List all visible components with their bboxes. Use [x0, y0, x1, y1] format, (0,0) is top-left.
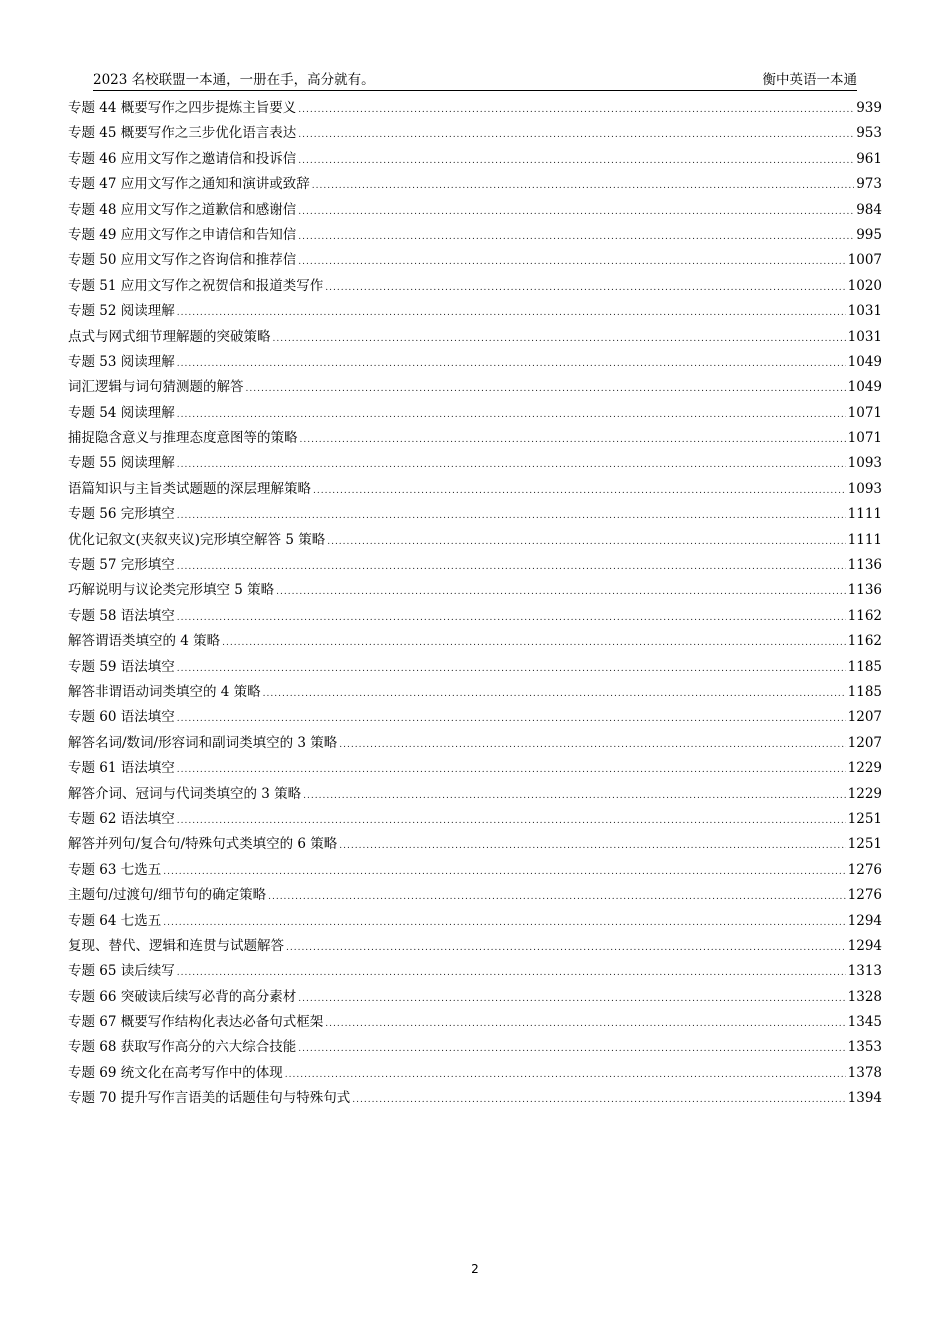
toc-entry-title: 专题 62 语法填空 — [68, 810, 175, 827]
toc-entry[interactable] — [68, 604, 882, 629]
toc-entry[interactable] — [68, 477, 882, 502]
toc-entry[interactable] — [68, 909, 882, 934]
toc-entry-title: 巧解说明与议论类完形填空 5 策略 — [68, 582, 275, 599]
toc-entry-page: 1185 — [847, 658, 882, 675]
toc-entry-title: 专题 52 阅读理解 — [68, 303, 175, 320]
toc-entry-page: 1276 — [847, 887, 882, 904]
toc-entry-page: 1185 — [847, 683, 882, 700]
toc-entry[interactable] — [68, 1010, 882, 1035]
toc-entry-title: 专题 54 阅读理解 — [68, 404, 175, 421]
toc-entry-page: 1251 — [847, 836, 882, 853]
toc-entry-title: 解答并列句/复合句/特殊句式类填空的 6 策略 — [68, 836, 338, 853]
toc-entry-title: 词汇逻辑与词句猜测题的解答 — [68, 379, 244, 396]
toc-entry-page: 1031 — [847, 328, 882, 345]
toc-entry[interactable] — [68, 705, 882, 730]
toc-entry[interactable] — [68, 274, 882, 299]
toc-entry[interactable] — [68, 680, 882, 705]
toc-entry[interactable] — [68, 934, 882, 959]
toc-leader-dots — [298, 105, 854, 115]
toc-entry-page: 1229 — [847, 760, 882, 777]
toc-entry[interactable] — [68, 629, 882, 654]
toc-entry-title: 专题 47 应用文写作之通知和演讲或致辞 — [68, 176, 310, 193]
toc-entry-title: 专题 53 阅读理解 — [68, 353, 175, 370]
toc-entry-title: 点式与网式细节理解题的突破策略 — [68, 328, 271, 345]
toc-entry-page: 1353 — [847, 1039, 882, 1056]
toc-entry-title: 专题 58 语法填空 — [68, 607, 175, 624]
toc-leader-dots — [163, 918, 845, 928]
toc-entry[interactable] — [68, 553, 882, 578]
toc-leader-dots — [327, 537, 845, 547]
toc-entry-page: 1093 — [847, 480, 882, 497]
toc-entry[interactable] — [68, 121, 882, 146]
toc-entry-page: 1111 — [847, 506, 882, 523]
toc-leader-dots — [298, 156, 854, 166]
toc-entry[interactable] — [68, 147, 882, 172]
toc-leader-dots — [298, 207, 854, 217]
toc-leader-dots — [268, 892, 846, 902]
toc-entry[interactable] — [68, 451, 882, 476]
toc-entry-title: 解答名词/数词/形容词和副词类填空的 3 策略 — [68, 734, 338, 751]
toc-entry[interactable] — [68, 350, 882, 375]
toc-entry[interactable] — [68, 401, 882, 426]
toc-leader-dots — [163, 867, 845, 877]
toc-leader-dots — [177, 460, 846, 470]
toc-leader-dots — [177, 765, 846, 775]
toc-entry-title: 主题句/过渡句/细节句的确定策略 — [68, 887, 267, 904]
toc-entry-title: 专题 56 完形填空 — [68, 506, 175, 523]
toc-leader-dots — [273, 334, 846, 344]
toc-leader-dots — [303, 791, 845, 801]
toc-entry-page: 1276 — [847, 861, 882, 878]
toc-leader-dots — [312, 181, 854, 191]
toc-entry[interactable] — [68, 1086, 882, 1111]
toc-entry[interactable] — [68, 782, 882, 807]
toc-entry[interactable] — [68, 1061, 882, 1086]
toc-entry-page: 1031 — [847, 303, 882, 320]
toc-entry[interactable] — [68, 96, 882, 121]
toc-entry-title: 复现、替代、逻辑和连贯与试题解答 — [68, 937, 284, 954]
toc-leader-dots — [177, 410, 846, 420]
toc-entry-page: 1162 — [847, 607, 882, 624]
toc-entry-page: 1049 — [847, 379, 882, 396]
toc-leader-dots — [177, 562, 846, 572]
toc-entry-page: 1251 — [847, 810, 882, 827]
toc-leader-dots — [177, 968, 846, 978]
toc-entry[interactable] — [68, 655, 882, 680]
toc-entry-title: 捕捉隐含意义与推理态度意图等的策略 — [68, 430, 298, 447]
toc-entry-page: 1071 — [847, 430, 882, 447]
toc-leader-dots — [300, 435, 846, 445]
toc-entry-title: 专题 66 突破读后续写必背的高分素材 — [68, 988, 297, 1005]
toc-leader-dots — [325, 283, 845, 293]
toc-leader-dots — [286, 943, 846, 953]
toc-entry[interactable] — [68, 858, 882, 883]
toc-entry-page: 1294 — [847, 912, 882, 929]
toc-entry-page: 1071 — [847, 404, 882, 421]
toc-leader-dots — [177, 359, 846, 369]
toc-leader-dots — [298, 257, 845, 267]
toc-entry-title: 专题 44 概要写作之四步提炼主旨要义 — [68, 100, 297, 116]
toc-leader-dots — [298, 130, 854, 140]
toc-entry-page: 939 — [856, 100, 882, 116]
toc-entry-title: 专题 61 语法填空 — [68, 760, 175, 777]
toc-entry-title: 语篇知识与主旨类试题题的深层理解策略 — [68, 480, 311, 497]
toc-entry-title: 优化记叙文(夹叙夹议)完形填空解答 5 策略 — [68, 531, 326, 548]
toc-leader-dots — [177, 816, 846, 826]
toc-entry-page: 1313 — [847, 963, 882, 980]
toc-leader-dots — [276, 587, 845, 597]
toc-entry-page: 1207 — [847, 709, 882, 726]
toc-entry[interactable] — [68, 807, 882, 832]
toc-entry-page: 995 — [856, 226, 882, 243]
toc-entry-title: 专题 55 阅读理解 — [68, 455, 175, 472]
toc-entry-title: 专题 64 七选五 — [68, 912, 162, 929]
toc-leader-dots — [325, 1019, 845, 1029]
toc-entry[interactable] — [68, 248, 882, 273]
toc-entry-title: 专题 50 应用文写作之咨询信和推荐信 — [68, 252, 297, 269]
toc-entry-page: 1162 — [847, 633, 882, 650]
toc-entry-title: 专题 67 概要写作结构化表达必备句式框架 — [68, 1014, 324, 1031]
toc-leader-dots — [177, 511, 846, 521]
toc-entry-page: 1294 — [847, 937, 882, 954]
toc-entry-title: 解答非谓语动词类填空的 4 策略 — [68, 683, 261, 700]
toc-leader-dots — [298, 1044, 845, 1054]
toc-entry[interactable] — [68, 756, 882, 781]
toc-entry-page: 1378 — [847, 1064, 882, 1081]
toc-leader-dots — [177, 613, 846, 623]
toc-entry[interactable] — [68, 731, 882, 756]
toc-entry[interactable] — [68, 299, 882, 324]
toc-leader-dots — [246, 384, 846, 394]
toc-entry-title: 专题 70 提升写作言语美的话题佳句与特殊句式 — [68, 1090, 351, 1107]
header-right-title: 衡中英语一本通 — [762, 72, 857, 88]
toc-leader-dots — [177, 714, 846, 724]
toc-entry[interactable] — [68, 832, 882, 857]
toc-leader-dots — [285, 1070, 846, 1080]
header-left-title: 2023 名校联盟一本通，一册在手，高分就有。 — [93, 72, 375, 88]
toc-entry-title: 专题 57 完形填空 — [68, 557, 175, 574]
toc-entry[interactable] — [68, 325, 882, 350]
toc-leader-dots — [298, 232, 854, 242]
toc-leader-dots — [298, 994, 845, 1004]
toc-entry[interactable] — [68, 198, 882, 223]
toc-entry[interactable] — [68, 883, 882, 908]
toc-entry-page: 1136 — [847, 557, 882, 574]
toc-entry-title: 专题 49 应用文写作之申请信和告知信 — [68, 226, 297, 243]
toc-entry-page: 1020 — [847, 277, 882, 294]
toc-entry-page: 1093 — [847, 455, 882, 472]
toc-leader-dots — [177, 664, 846, 674]
toc-entry-title: 专题 60 语法填空 — [68, 709, 175, 726]
toc-entry-title: 解答谓语类填空的 4 策略 — [68, 633, 221, 650]
toc-leader-dots — [263, 689, 846, 699]
toc-entry-title: 专题 46 应用文写作之邀请信和投诉信 — [68, 150, 297, 167]
toc-entry[interactable] — [68, 502, 882, 527]
toc-entry-title: 专题 45 概要写作之三步优化语言表达 — [68, 125, 297, 142]
toc-entry-page: 973 — [856, 176, 882, 193]
toc-entry-page: 1207 — [847, 734, 882, 751]
toc-entry-page: 961 — [856, 150, 882, 167]
toc-entry[interactable] — [68, 1035, 882, 1060]
toc-entry-page: 1049 — [847, 353, 882, 370]
toc-entry-title: 专题 65 读后续写 — [68, 963, 175, 980]
table-of-contents — [68, 96, 882, 1112]
toc-entry-page: 1345 — [847, 1014, 882, 1031]
toc-entry[interactable] — [68, 959, 882, 984]
toc-entry[interactable] — [68, 426, 882, 451]
toc-entry-title: 专题 48 应用文写作之道歉信和感谢信 — [68, 201, 297, 218]
toc-entry-title: 专题 68 获取写作高分的六大综合技能 — [68, 1039, 297, 1056]
toc-entry[interactable] — [68, 375, 882, 400]
toc-entry-page: 1229 — [847, 785, 882, 802]
toc-entry-page: 953 — [856, 125, 882, 142]
toc-entry-page: 1394 — [847, 1090, 882, 1107]
toc-entry-title: 专题 69 统文化在高考写作中的体现 — [68, 1064, 283, 1081]
toc-leader-dots — [339, 740, 845, 750]
toc-leader-dots — [352, 1095, 845, 1105]
toc-entry[interactable] — [68, 528, 882, 553]
toc-entry-page: 1111 — [847, 531, 882, 548]
toc-entry[interactable] — [68, 223, 882, 248]
toc-leader-dots — [339, 841, 845, 851]
toc-entry-title: 专题 63 七选五 — [68, 861, 162, 878]
toc-leader-dots — [222, 638, 845, 648]
page-header — [93, 66, 857, 91]
page-number: 2 — [471, 1262, 479, 1276]
toc-leader-dots — [313, 486, 846, 496]
toc-entry-page: 984 — [856, 201, 882, 218]
toc-entry-title: 专题 51 应用文写作之祝贺信和报道类写作 — [68, 277, 324, 294]
toc-entry-page: 1328 — [847, 988, 882, 1005]
toc-entry-title: 专题 59 语法填空 — [68, 658, 175, 675]
toc-entry[interactable] — [68, 578, 882, 603]
toc-leader-dots — [177, 308, 846, 318]
toc-entry[interactable] — [68, 172, 882, 197]
toc-entry-title: 解答介词、冠词与代词类填空的 3 策略 — [68, 785, 302, 802]
toc-entry[interactable] — [68, 985, 882, 1010]
toc-entry-page: 1136 — [847, 582, 882, 599]
toc-entry-page: 1007 — [847, 252, 882, 269]
